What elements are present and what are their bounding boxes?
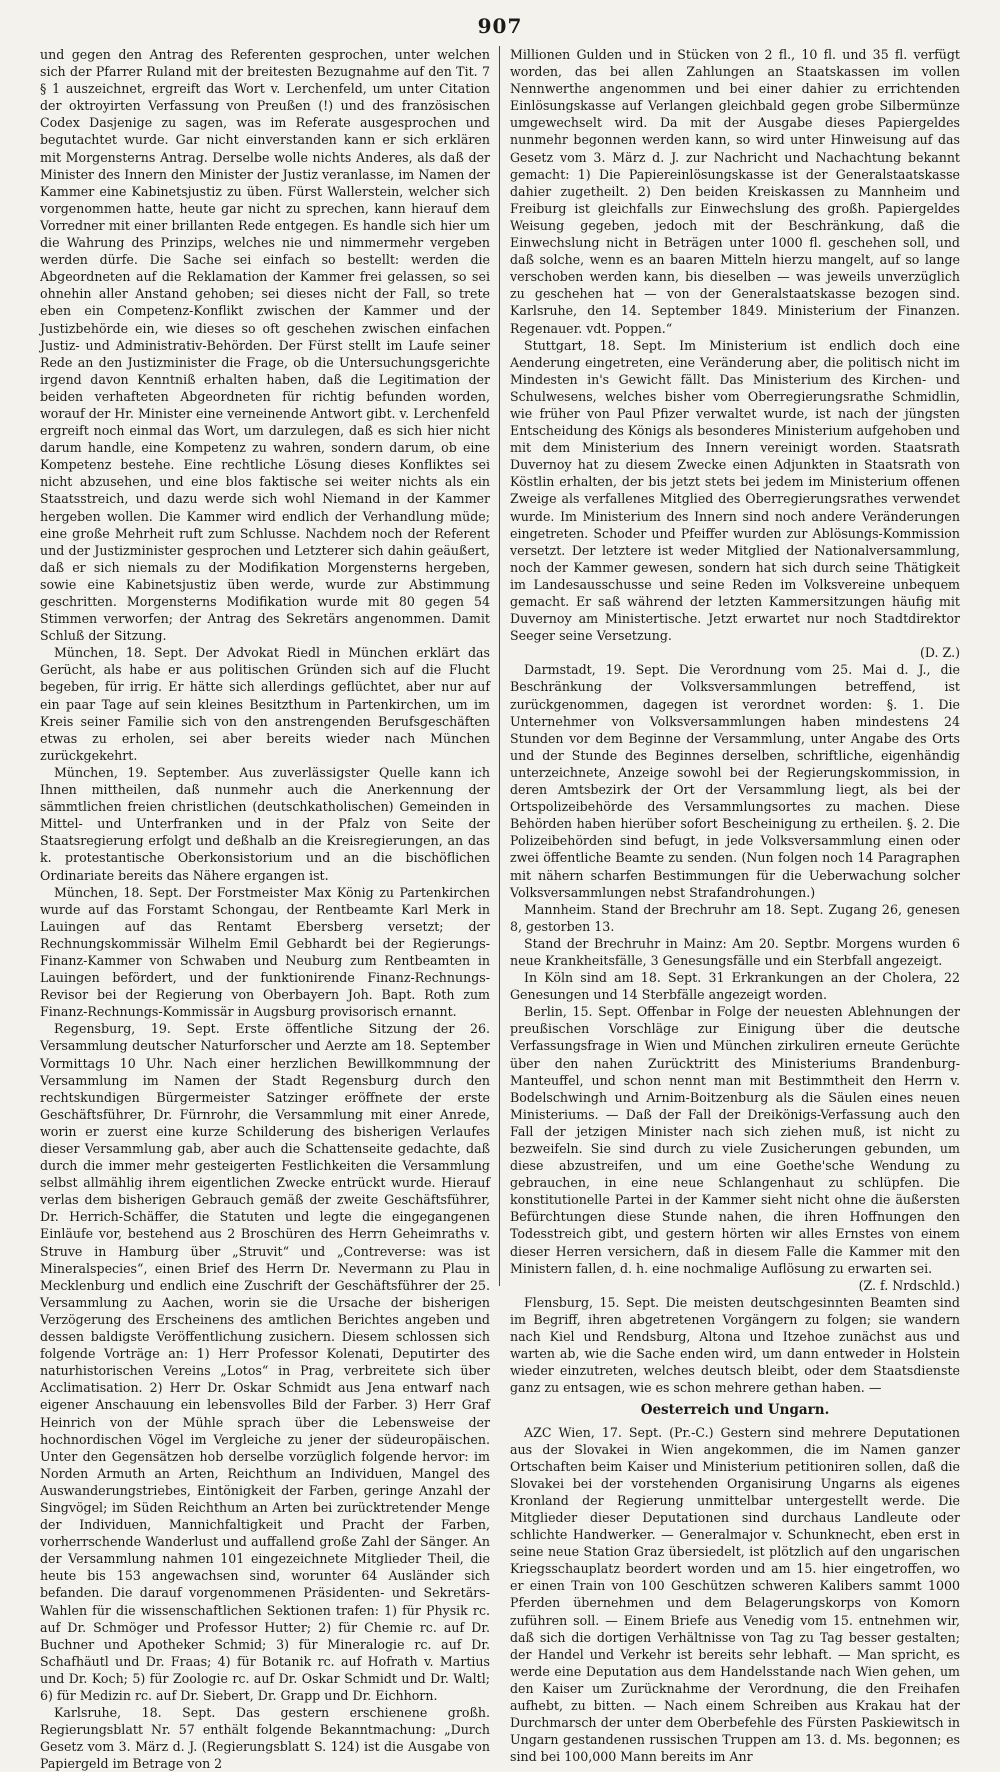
article-paragraph: München, 18. Sept. Der Advokat Riedl in München erklärt das Gerücht, als habe er aus politischen Gründen sich auf die Flucht begeben, für irrig. Er hätte sich allerdings geflüchtet, aber nur auf ein paar Tage auf sein kleines Besitzthum in Partenkirchen, um im Kreis seiner Familie sich von den anstrengenden Berufsgeschäften etwas zu erholen, sei aber bereits wieder nach München zurückgekehrt.	[40, 645, 490, 763]
article-paragraph: Regensburg, 19. Sept. Erste öffentliche Sitzung der 26. Versammlung deutscher Naturforscher und Aerzte am 18. September Vormittags 10 Uhr. Nach einer herzlichen Bewillkommnung der Versammlung im Namen der Stadt Regensburg durch den rechtskundigen Bürgermeister Satzinger eröffnete der erste Geschäftsführer, Dr. Fürnrohr, die Versammlung mit einer Anrede, worin er zuerst eine kurze Schilderung des bisherigen Verlaufes dieser Versammlung gab, aber auch die Schattenseite gedachte, daß durch die immer mehr gesteigerten Festlichkeiten die Versammlung selbst allmählig ihrem eigentlichen Zwecke entrückt wurde. Hierauf verlas dem bisherigen Gebrauch gemäß der zweite Geschäftsführer, Dr. Herrich-Schäffer, die Statuten und legte die eingegangenen Einläufe vor, bestehend aus 2 Broschüren des Herrn Geheimraths v. Struve in Hamburg über „Struvit“ und „Contreverse: was ist Mineralspecies“, einen Brief des Herrn Dr. Nevermann zu Plau in Mecklenburg und endlich eine Zuschrift der Geschäftsführer der 25. Versammlung zu Aachen, worin sie die Ursache der bisherigen Verzögerung des Erscheinens des amtlichen Berichtes angeben und dessen baldigste Veröffentlichung zusichern. Diesem schlossen sich folgende Vorträge an: 1) Herr Professor Kolenati, Deputirter des naturhistorischen Vereins „Lotos“ in Prag, verbreitete sich über Acclimatisation. 2) Herr Dr. Oskar Schmidt aus Jena entwarf nach eigener Anschauung ein lebensvolles Bild der Farber. 3) Herr Graf Heinrich von der Mühle sprach über die Lebensweise der hochnordischen Vögel im Vergleiche zu jener der südeuropäischen. Unter den Gegensätzen hob derselbe vorzüglich folgende hervor: im Norden Armuth an Arten, Reichthum an Individuen, Mangel des Auswanderungstriebes, Eintönigkeit der Farben, geringe Anzahl der Singvögel; im Süden Reichthum an Arten bei zurücktretender Menge der Individuen, Mannichfaltigkeit und Pracht der Farben, vorherrschende Wanderlust und auffallend große Zahl der Sänger. An der Versammlung nahmen 101 eingezeichnete Mitglieder Theil, die heute bis 153 angewachsen sind, worunter 64 Ausländer sich befanden. Die darauf vorgenommenen Präsidenten- und Sekretärs-Wahlen für die wissenschaftlichen Sektionen trafen: 1) für Physik rc. auf Dr. Schmöger und Professor Hutter; 2) für Chemie rc. auf Dr. Buchner und Apotheker Schmid; 3) für Mineralogie rc. auf Dr. Schafhäutl und Dr. Fraas; 4) für Botanik rc. auf Hofrath v. Martius und Dr. Koch; 5) für Zoologie rc. auf Dr. Oskar Schmidt und Dr. Waltl; 6) für Medizin rc. auf Dr. Siebert, Dr. Grapp und Dr. Eichhorn.	[40, 1021, 490, 1703]
left-column	[40, 46, 490, 1772]
article-paragraph: Mannheim. Stand der Brechruhr am 18. Sept. Zugang 26, genesen 8, gestorben 13.	[510, 901, 960, 934]
section-heading: Oesterreich und Ungarn.	[640, 1402, 830, 1419]
source-citation: (Z. f. Nrdschld.)	[858, 1277, 960, 1293]
article-paragraph: Berlin, 15. Sept. Offenbar in Folge der neuesten Ablehnungen der preußischen Vorschläge zur Einigung über die deutsche Verfassungsfrage in Wien und München zirkuliren erneute Gerüchte über den nahen Zurücktritt des Ministeriums Brandenburg-Manteuffel, und schon nennt man mit Bestimmtheit den Herrn v. Bodelschwingh und Arnim-Boitzenburg als die Säulen eines neuen Ministeriums. — Daß der Fall der Dreikönigs-Verfassung auch den Fall der jetzigen Minister nach sich ziehen muß, ist nicht zu bezweifeln. Sie sind durch zu viele Zusicherungen gebunden, um diese abzustreifen, und um eine Goethe'sche Wendung zu gebrauchen, in eine neue Schlangenhaut zu schlüpfen. Die konstitutionelle Partei in der Kammer sieht nicht ohne die äußersten Befürchtungen diese Stunde nahen, die ihren Hoffnungen den Todesstreich gibt, und gestern hörten wir alles Ernstes von einem dieser Herren versichern, daß in diesem Falle die Kammer mit den Ministern fallen, d. h. eine nochmalige Auflösung zu erwarten sei.	[510, 1004, 960, 1276]
source-citation: (D. Z.)	[919, 645, 960, 661]
article-paragraph: Darmstadt, 19. Sept. Die Verordnung vom 25. Mai d. J., die Beschränkung der Volksversammlungen betreffend, ist zurückgenommen, dagegen ist verordnet worden: §. 1. Die Unternehmer von Volksversammlungen haben mindestens 24 Stunden vor dem Beginne der Versammlung, unter Angabe des Orts und der Stunde des Beginnes derselben, schriftliche, eigenhändig unterzeichnete, Anzeige sowohl bei der Regierungskommission, in deren Amtsbezirk der Ort der Versammlung liegt, als bei der Ortspolizeibehörde des Versammlungsortes zu machen. Diese Behörden haben hierüber sofort Bescheinigung zu ertheilen. §. 2. Die Polizeibehörden sind befugt, in jede Volksversammlung einen oder zwei öffentliche Beamte zu senden. (Nun folgen noch 14 Paragraphen mit nähern scharfen Bestimmungen für die Ueberwachung solcher Volksversammlungen nebst Strafandrohungen.)	[510, 662, 960, 900]
article-paragraph: Flensburg, 15. Sept. Die meisten deutschgesinnten Beamten sind im Begriff, ihren abgetretenen Vorgängern zu folgen; sie wandern nach Kiel und Rendsburg, Altona und Itzehoe zunächst aus und warten ab, wie die Sache enden wird, um dann entweder in Holstein wieder einzutreten, welches deutsch bleibt, oder dem Staatsdienste ganz zu entsagen, wie es schon mehrere gethan haben. —	[510, 1294, 960, 1396]
article-paragraph: AZC Wien, 17. Sept. (Pr.-C.) Gestern sind mehrere Deputationen aus der Slovakei in Wien angekommen, die im Namen ganzer Ortschaften beim Kaiser und Ministerium petitioniren sollen, daß die Slovakei bei der vorstehenden Organisirung Ungarns als eigenes Kronland der Regierung unmittelbar untergestellt werde. Die Mitglieder dieser Deputationen sind durchaus Landleute oder schlichte Handwerker. — Generalmajor v. Schunknecht, eben erst in seine neue Station Graz übersiedelt, ist plötzlich auf den ungarischen Kriegsschauplatz beordert worden und am 15. hier eingetroffen, wo er einen Train von 100 Geschützen schweren Kalibers sammt 1000 Pferden übernehmen und dem Belagerungskorps von Komorn zuführen soll. — Einem Briefe aus Venedig vom 15. entnehmen wir, daß sich die dortigen Verhältnisse von Tag zu Tag besser gestalten; der Handel und Verkehr ist bereits sehr lebhaft. — Man spricht, es werde eine Deputation aus dem Handelsstande nach Wien gehen, um den Kaiser um Zurücknahme der Verordnung, die den Freihafen aufhebt, zu bitten. — Nach einem Schreiben aus Krakau hat der Durchmarsch der unter dem Oberbefehle des Fürsten Paskiewitsch in Ungarn gestandenen russischen Truppen am 13. d. Ms. begonnen; es sind bei 100,000 Mann bereits im Anr	[510, 1424, 960, 1765]
article-paragraph: München, 19. September. Aus zuverlässigster Quelle kann ich Ihnen mittheilen, daß nunmehr auch die Anerkennung der sämmtlichen freien christlichen (deutschkatholischen) Gemeinden in Mittel- und Unterfranken und in der Pfalz von Seite der Staatsregierung erfolgt und deßhalb an die Kreisregierungen, an das k. protestantische Oberkonsistorium und an die bischöflichen Ordinariate bereits das Nähere ergangen ist.	[40, 764, 490, 883]
article-paragraph: Stuttgart, 18. Sept. Im Ministerium ist endlich doch eine Aenderung eingetreten, eine Veränderung aber, die politisch nicht im Mindesten in's Gewicht fällt. Das Ministerium des Kirchen- und Schulwesens, welches bisher vom Oberregierungsrathe Schmidlin, wie früher von Paul Pfizer verwaltet wurde, ist nach der jüngsten Entscheidung des Königs als besonderes Ministerium aufgehoben und mit dem Ministerium des Innern vereinigt worden. Staatsrath Duvernoy hat zu diesem Zwecke einen Adjunkten in Staatsrath von Köstlin erhalten, der bis jetzt stets bei jedem im Ministerium offenen Zweige als verfallenes Mitglied des Oberregierungsrathes verwendet wurde. Im Ministerium des Innern sind noch andere Veränderungen eingetreten. Schoder und Pfeiffer wurden zur Ablösungs-Kommission versetzt. Der letztere ist weder Mitglied der Nationalversammlung, noch der Kammer gewesen, sondern hat sich durch seine Thätigkeit im Landesausschusse und seine Reden im Volksvereine unbequem gemacht. Er saß während der letzten Kammersitzungen häufig mit Duvernoy am Ministertische. Jetzt erwartet nur noch Stadtdirektor Seeger seine Versetzung.	[510, 337, 960, 644]
article-paragraph: und gegen den Antrag des Referenten gesprochen, unter welchen sich der Pfarrer Ruland mit der breitesten Bezugnahme auf den Tit. 7 § 1 auszeichnet, ergreift das Wort v. Lerchenfeld, um unter Citation der oktroyirten Verfassung von Preußen (!) und des französischen Codex Dasjenige zu sagen, was im Referate ausgesprochen und begutachtet wurde. Gar nicht einverstanden kann er sich erklären mit Morgensterns Antrag. Derselbe wolle nichts Anderes, als daß der Minister des Innern den Minister der Justiz veranlasse, im Namen der Kammer eine Kabinetsjustiz zu üben. Fürst Wallerstein, welcher sich vorgenommen hatte, heute gar nicht zu sprechen, kann hierauf dem Vorredner mit einer brillanten Rede entgegen. Es handle sich hier um die Wahrung des Prinzips, welches nie und nimmermehr vergeben werden dürfe. Die Sache sei einfach so bestellt: werden die Abgeordneten auf die Reklamation der Kammer frei gelassen, so sei ohnehin aller Anstand gehoben; sei dieses nicht der Fall, so trete eben ein Competenz-Konflikt zwischen der Kammer und der Justizbehörde ein, wie dieses so oft geschehen zwischen einfachen Justiz- und Administrativ-Behörden. Der Fürst stellt im Laufe seiner Rede an den Justizminister die Frage, ob die Untersuchungsgerichte irgend davon Kenntniß erhalten haben, daß die Legitimation der beiden verhafteten Abgeordneten für richtig befunden worden, worauf der Hr. Minister eine verneinende Antwort gibt. v. Lerchenfeld ergreift noch einmal das Wort, um darzulegen, daß es sich hier nicht darum handle, eine Kompetenz zu wahren, sondern darum, ob eine Kompetenz bestehe. Eine rechtliche Lösung dieses Konfliktes sei nicht abzusehen, und eine blos faktische sei weiter nichts als ein Staatsstreich, und dazu werde sich wohl Niemand in der Kammer hergeben wollen. Die Kammer wird endlich der Verhandlung müde; eine große Mehrheit ruft zum Schlusse. Nachdem noch der Referent und der Justizminister gesprochen und Letzterer sich dahin geäußert, daß er sich niemals zu der Modifikation Morgensterns hergeben, sowie eine Kabinetsjustiz üben werde, wurde zur Abstimmung geschritten. Morgensterns Modifikation wurde mit 80 gegen 54 Stimmen verworfen; der Antrag des Sekretärs angenommen. Damit Schluß der Sitzung.	[40, 47, 490, 644]
right-column	[510, 46, 960, 1765]
article-paragraph: München, 18. Sept. Der Forstmeister Max König zu Partenkirchen wurde auf das Forstamt Schongau, der Rentbeamte Karl Merk in Lauingen auf das Rentamt Ebersberg versetzt; der Rechnungskommissär Wilhelm Emil Gebhardt bei der Regierungs-Finanz-Kammer von Schwaben und Neuburg zum Rentbeamten in Lauingen befördert, und der funktionirende Finanz-Rechnungs-Revisor bei der Regierung von Oberbayern Joh. Bapt. Roth zum Finanz-Rechnungs-Kommissär in Augsburg provisorisch ernannt.	[40, 884, 490, 1020]
article-paragraph: In Köln sind am 18. Sept. 31 Erkrankungen an der Cholera, 22 Genesungen und 14 Sterbfälle angezeigt worden.	[510, 970, 960, 1003]
article-paragraph: Stand der Brechruhr in Mainz: Am 20. Septbr. Morgens wurden 6 neue Krankheitsfälle, 3 Genesungsfälle und ein Sterbfall angezeigt.	[510, 935, 960, 968]
newspaper-columns	[40, 46, 960, 1772]
article-paragraph: Karlsruhe, 18. Sept. Das gestern erschienene großh. Regierungsblatt Nr. 57 enthält folgende Bekanntmachung: „Durch Gesetz vom 3. März d. J. (Regierungsblatt S. 124) ist die Ausgabe von Papiergeld im Betrage von 2	[40, 1705, 490, 1772]
column-divider	[499, 46, 500, 1286]
article-paragraph: Millionen Gulden und in Stücken von 2 fl., 10 fl. und 35 fl. verfügt worden, das bei allen Zahlungen an Staatskassen im vollen Nennwerthe angenommen und bei einer dahier zu errichtenden Einlösungskasse auf Verlangen gleichbald gegen grobe Silbermünze umgewechselt wird. Da mit der Ausgabe dieses Papiergeldes nunmehr begonnen werden kann, so wird unter Hinweisung auf das Gesetz vom 3. März d. J. zur Nachricht und Nachachtung bekannt gemacht: 1) Die Papiereinlösungskasse ist der Generalstaatskasse dahier zugetheilt. 2) Den beiden Kreiskassen zu Mannheim und Freiburg ist gleichfalls zur Einwechslung des großh. Papiergeldes Weisung gegeben, jedoch mit der Beschränkung, daß die Einwechslung nicht in Beträgen unter 1000 fl. geschehen soll, und daß solche, wenn es an baaren Mitteln hierzu mangelt, auf so lange verschoben werden kann, bis dieselben — was jeweils unverzüglich zu geschehen hat — von der Generalstaatskasse bezogen sind. Karlsruhe, den 14. September 1849. Ministerium der Finanzen. Regenauer. vdt. Poppen.“	[510, 47, 960, 336]
page-number: 907	[477, 14, 523, 38]
